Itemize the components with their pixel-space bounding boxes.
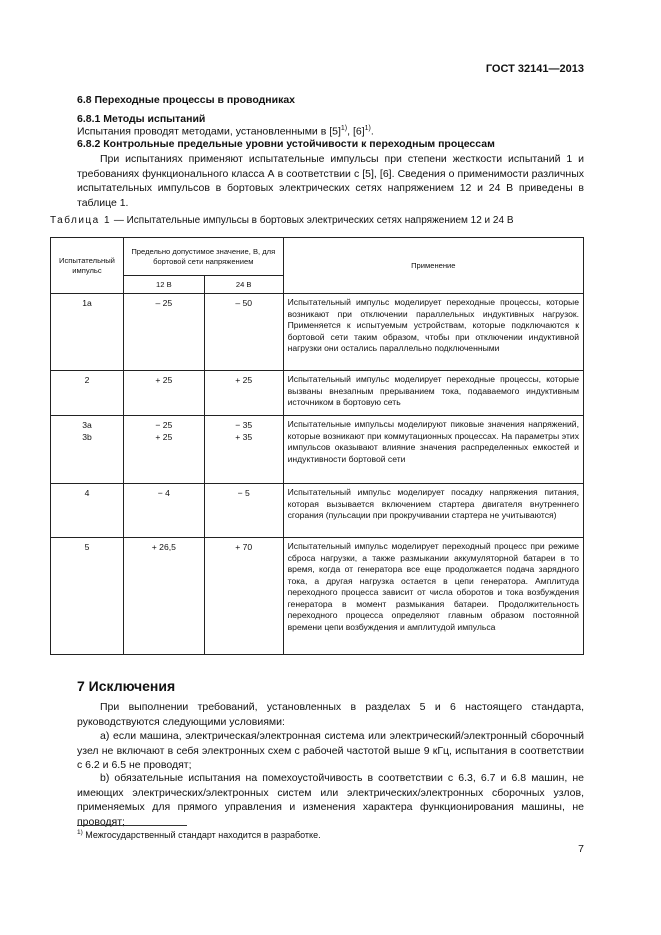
table-row [51,416,584,484]
cell-12v: − 4 [123,484,204,538]
header-12v: 12 В [123,276,204,294]
cell-24v: − 5 [204,484,283,538]
footnote: $^{1)}$ Межгосударственный стандарт находится в разработке. [77,829,321,840]
section-6-8-1-heading: 6.8.1 Методы испытаний [77,113,206,125]
cell-12v: − 25 + 25 [123,416,204,484]
standard-code: ГОСТ 32141—2013 [485,63,584,75]
table-row [51,294,584,371]
header-application: Применение [283,238,583,294]
section-7-item-a: а) если машина, электрическая/электронная система или электрический/электронный сборочный узел не включают в себя электронных схем с рабочей частотой выше 9 кГц, испытания в соответствии с 6.2 и 6.5 не проводят; [77,730,584,771]
cell-pulse: 3a 3b [51,416,124,484]
table-row [51,538,584,655]
cell-12v: – 25 [123,294,204,371]
cell-application: Испытательный импульс моделирует посадку напряжения питания, которая вызывается включением стартера двигателя внутреннего сгорания (пульсации при прокручивании стартера не учитываются) [283,484,583,538]
cell-pulse: 1a [51,294,124,371]
cell-24v: + 70 [204,538,283,655]
cell-12v: + 26,5 [123,538,204,655]
cell-pulse: 5 [51,538,124,655]
section-7-heading: 7 Исключения [77,678,176,694]
cell-24v: + 25 [204,371,283,416]
cell-application: Испытательный импульс моделирует переходный процесс при режиме сброса нагрузки, а также размыкании аккумуляторной батареи в то время, когда от генератора все еще продолжается подача зарядного тока, а другая нагрузка остается в цепи генератора. Амплитуда переходного процесса зависит от числа оборотов и тока возбуждения генератора в момент размыкания батареи. Продолжительность переходного процесса определяют главным образом постоянной времени цепи возбуждения и амплитудой импульса [283,538,583,655]
cell-pulse: 2 [51,371,124,416]
section-6-8-heading: 6.8 Переходные процессы в проводниках [77,94,296,106]
footnote-divider [77,825,187,826]
header-24v: 24 В [204,276,283,294]
header-limit: Предельно допустимое значение, В, для бортовой сети напряжением [123,238,283,276]
header-pulse: Испытательный импульс [51,238,124,294]
table-row [51,371,584,416]
cell-24v: − 35 + 35 [204,416,283,484]
cell-24v: – 50 [204,294,283,371]
table-caption: Таблица 1 — Испытательные импульсы в бортовых электрических сетях напряжением 12 и 24 В [50,215,514,226]
cell-application: Испытательные импульсы моделируют пиковые значения напряжений, которые возникают при коммутационных процессах. На параметры этих импульсов оказывают влияние значения распределенных емкостей и индуктивности бортовой сети [283,416,583,484]
cell-application: Испытательный импульс моделирует переходные процессы, которые вызваны внезапным прерыванием тока, подаваемого индуктивным источником в бортовую сеть [283,371,583,416]
section-7-intro: При выполнении требований, установленных в разделах 5 и 6 настоящего стандарта, руководствуются следующими условиями: [77,701,584,728]
table-row [51,484,584,538]
page-number: 7 [578,843,584,855]
cell-12v: + 25 [123,371,204,416]
cell-application: Испытательный импульс моделирует переходные процессы, которые возникают при отключении параллельных индуктивных нагрузок. Применяется к испытуемым устройствам, которые подключаются к бортовой сети таким образом, чтобы при отключении индуктивной нагрузки они остались параллельно подключенными [283,294,583,371]
section-6-8-2-paragraph: При испытаниях применяют испытательные импульсы при степени жесткости испытаний 1 и требованиях функционального класса А в соответствии с [5], [6]. Сведения о применимости различных испытательных импульсов в бортовых электрических сетях напряжением 12 и 24 В приведены в таблице 1. [77,153,584,209]
section-6-8-2-heading: 6.8.2 Контрольные предельные уровни устойчивости к переходным процессам [77,138,495,150]
pulse-table [50,237,584,655]
cell-pulse: 4 [51,484,124,538]
methods-paragraph: Испытания проводят методами, установленными в $[5]^{1)}$, $[6]^{1)}$. [77,125,374,138]
section-7-item-b: b) обязательные испытания на помехоустойчивость в соответствии с 6.3, 6.7 и 6.8 машин, не имеющих электрических/электронных систем или электрических/электронных сборочных узлов, применяемых для прямого управления и изменения характера функционирования машины, не проводят; [77,772,584,828]
